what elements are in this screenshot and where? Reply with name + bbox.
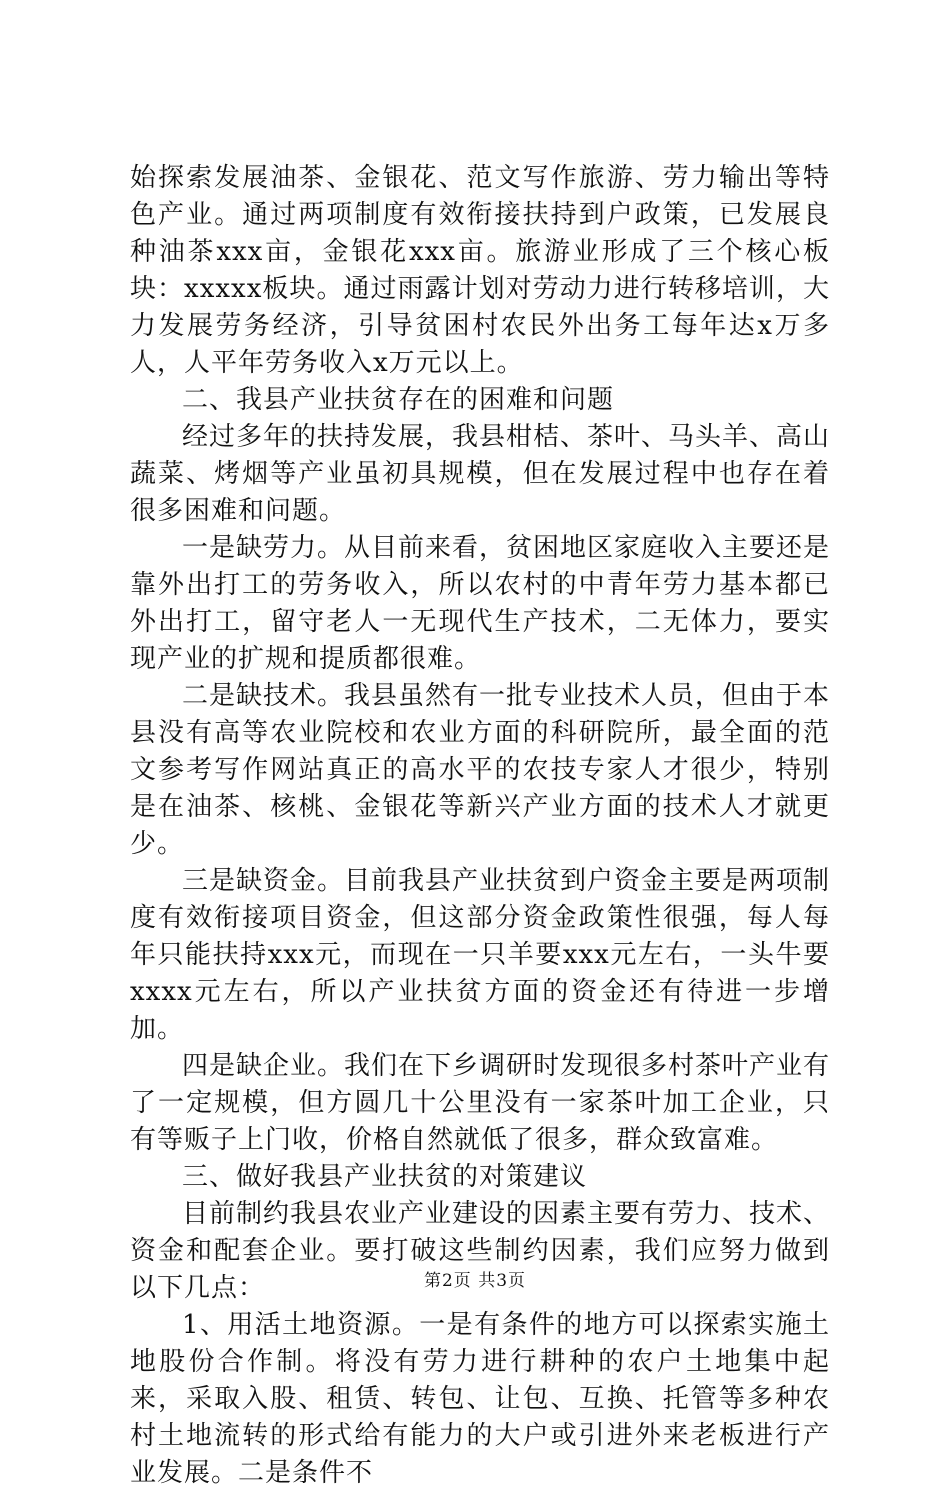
document-body	[130, 160, 830, 1492]
page-footer: 第2页 共3页	[423, 1271, 527, 1291]
section-heading-difficulties: 二、我县产业扶贫存在的困难和问题	[182, 385, 615, 415]
paragraph-lack-funds: 三是缺资金。目前我县产业扶贫到户资金主要是两项制度有效衔接项目资金，但这部分资金政策性很强，每人每年只能扶持xxx元，而现在一只羊要xxx元左右，一头牛要xxxx元左右，所以产业扶贫方面的资金还有待进一步增加。	[130, 866, 831, 1044]
paragraph-lack-enterprises: 四是缺企业。我们在下乡调研时发现很多村茶叶产业有了一定规模，但方圆几十公里没有一家茶叶加工企业，只有等贩子上门收，价格自然就低了很多，群众致富难。	[130, 1051, 831, 1155]
paragraph-lack-labor: 一是缺劳力。从目前来看，贫困地区家庭收入主要还是靠外出打工的劳务收入，所以农村的中青年劳力基本都已外出打工，留守老人一无现代生产技术，二无体力，要实现产业的扩规和提质都很难。	[130, 533, 831, 674]
paragraph-suggestions-intro: 目前制约我县农业产业建设的因素主要有劳力、技术、资金和配套企业。要打破这些制约因素，我们应努力做到以下几点：	[130, 1199, 831, 1303]
paragraph-lack-technology: 二是缺技术。我县虽然有一批专业技术人员，但由于本县没有高等农业院校和农业方面的科研院所，最全面的范文参考写作网站真正的高水平的农技专家人才很少，特别是在油茶、核桃、金银花等新兴产业方面的技术人才就更少。	[130, 681, 831, 859]
paragraph-continuation: 始探索发展油茶、金银花、范文写作旅游、劳力输出等特色产业。通过两项制度有效衔接扶持到户政策，已发展良种油茶xxx亩，金银花xxx亩。旅游业形成了三个核心板块：xxxxx板块。通过雨露计划对劳动力进行转移培训，大力发展劳务经济，引导贫困村农民外出务工每年达x万多人，人平年劳务收入x万元以上。	[130, 163, 830, 378]
section-heading-suggestions: 三、做好我县产业扶贫的对策建议	[182, 1162, 588, 1192]
paragraph-land-resources: 1、用活土地资源。一是有条件的地方可以探索实施土地股份合作制。将没有劳力进行耕种的农户土地集中起来，采取入股、租赁、转包、让包、互换、托管等多种农村土地流转的形式给有能力的大户或引进外来老板进行产业发展。二是条件不	[130, 1310, 830, 1488]
paragraph-difficulties-intro: 经过多年的扶持发展，我县柑桔、茶叶、马头羊、高山蔬菜、烤烟等产业虽初具规模，但在发展过程中也存在着很多困难和问题。	[130, 422, 831, 526]
